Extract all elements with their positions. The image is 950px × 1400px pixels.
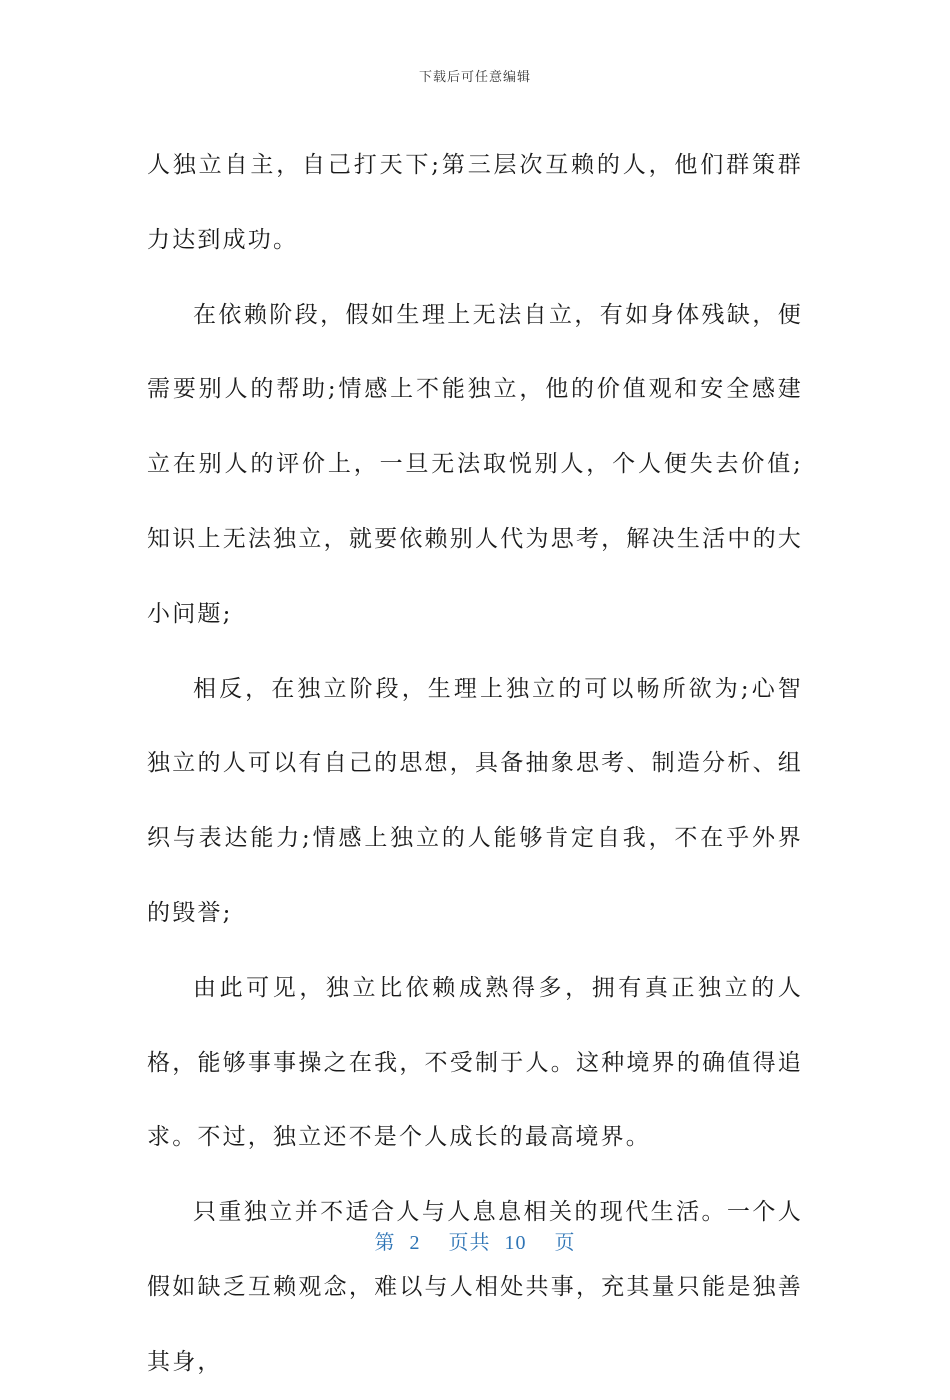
footer-prefix: 第 — [374, 1232, 396, 1254]
footer-total-pages: 10 — [504, 1232, 527, 1254]
footer-middle: 页共 — [448, 1232, 491, 1254]
paragraph-4: 由此可见，独立比依赖成熟得多，拥有真正独立的人格，能够事事操之在我，不受制于人。这种境界的确值得追求。不过，独立还不是个人成长的最高境界。 — [147, 974, 803, 1151]
page-header-note: 下载后可任意编辑 — [418, 70, 531, 85]
paragraph-2: 在依赖阶段，假如生理上无法自立，有如身体残缺，便需要别人的帮助;情感上不能独立，他的价值观和安全感建立在别人的评价上，一旦无法取悦别人，个人便失去价值;知识上无法独立，就要依赖别人代为思考，解决生活中的大小问题; — [147, 301, 803, 627]
paragraph-5: 只重独立并不适合人与人息息相关的现代生活。一个人假如缺乏互赖观念，难以与人相处共事，充其量只能是独善其身， — [147, 1199, 803, 1375]
document-body — [147, 128, 803, 1400]
page-footer — [0, 1226, 950, 1255]
footer-current-page: 2 — [409, 1232, 421, 1254]
paragraph-1: 人独立自主，自己打天下;第三层次互赖的人，他们群策群力达到成功。 — [147, 152, 803, 253]
footer-suffix: 页 — [554, 1232, 576, 1254]
paragraph-3: 相反，在独立阶段，生理上独立的可以畅所欲为;心智独立的人可以有自己的思想，具备抽象思考、制造分析、组织与表达能力;情感上独立的人能够肯定自我，不在乎外界的毁誉; — [147, 675, 803, 926]
